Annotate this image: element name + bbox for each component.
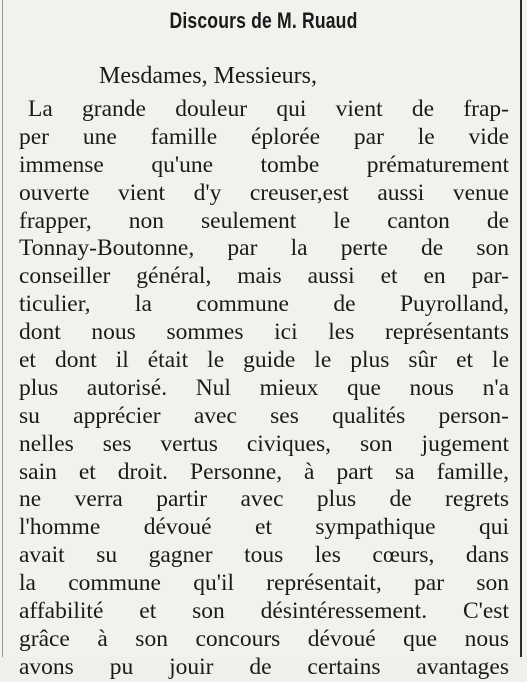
text-line: affabilité et son désintéressement. C'est bbox=[19, 598, 509, 625]
text-line: avons pu jouir de certains avantages bbox=[19, 653, 509, 680]
column-rule-left bbox=[2, 0, 3, 657]
article-body bbox=[19, 96, 509, 682]
text-line: La grande douleur qui vient de frap- bbox=[28, 96, 509, 122]
text-line: frapper, non seulement le canton de bbox=[19, 207, 509, 234]
column-rule-right bbox=[520, 0, 522, 657]
text-line: grâce à son concours dévoué que nous bbox=[19, 625, 509, 652]
salutation: Mesdames, Messieurs, bbox=[99, 63, 317, 89]
text-line: nelles ses vertus civiques, son jugement bbox=[19, 430, 509, 457]
text-line: sain et droit. Personne, à part sa famille, bbox=[19, 458, 509, 485]
text-line: ticulier, la commune de Puyrolland, bbox=[19, 291, 509, 318]
text-line: per une famille éplorée par le vide bbox=[19, 123, 509, 150]
text-line: avait su gagner tous les cœurs, dans bbox=[19, 542, 509, 569]
text-line: Tonnay-Boutonne, par la perte de son bbox=[19, 235, 509, 262]
text-line: plus autorisé. Nul mieux que nous n'a bbox=[19, 374, 509, 401]
text-line: l'homme dévoué et sympathique qui bbox=[19, 514, 509, 541]
text-line: ouverte vient d'y creuser,est aussi venue bbox=[19, 179, 509, 206]
text-line: ne verra partir avec plus de regrets bbox=[19, 486, 509, 513]
article-title: Discours de M. Ruaud bbox=[169, 8, 358, 33]
text-line: dont nous sommes ici les représentants bbox=[19, 319, 509, 346]
text-line: immense qu'une tombe prématurement bbox=[19, 151, 509, 178]
text-line: et dont il était le guide le plus sûr et le bbox=[19, 347, 509, 374]
text-line: conseiller général, mais aussi et en par- bbox=[19, 263, 509, 290]
text-line: su apprécier avec ses qualités person- bbox=[19, 402, 509, 429]
text-line: la commune qu'il représentait, par son bbox=[19, 570, 509, 597]
